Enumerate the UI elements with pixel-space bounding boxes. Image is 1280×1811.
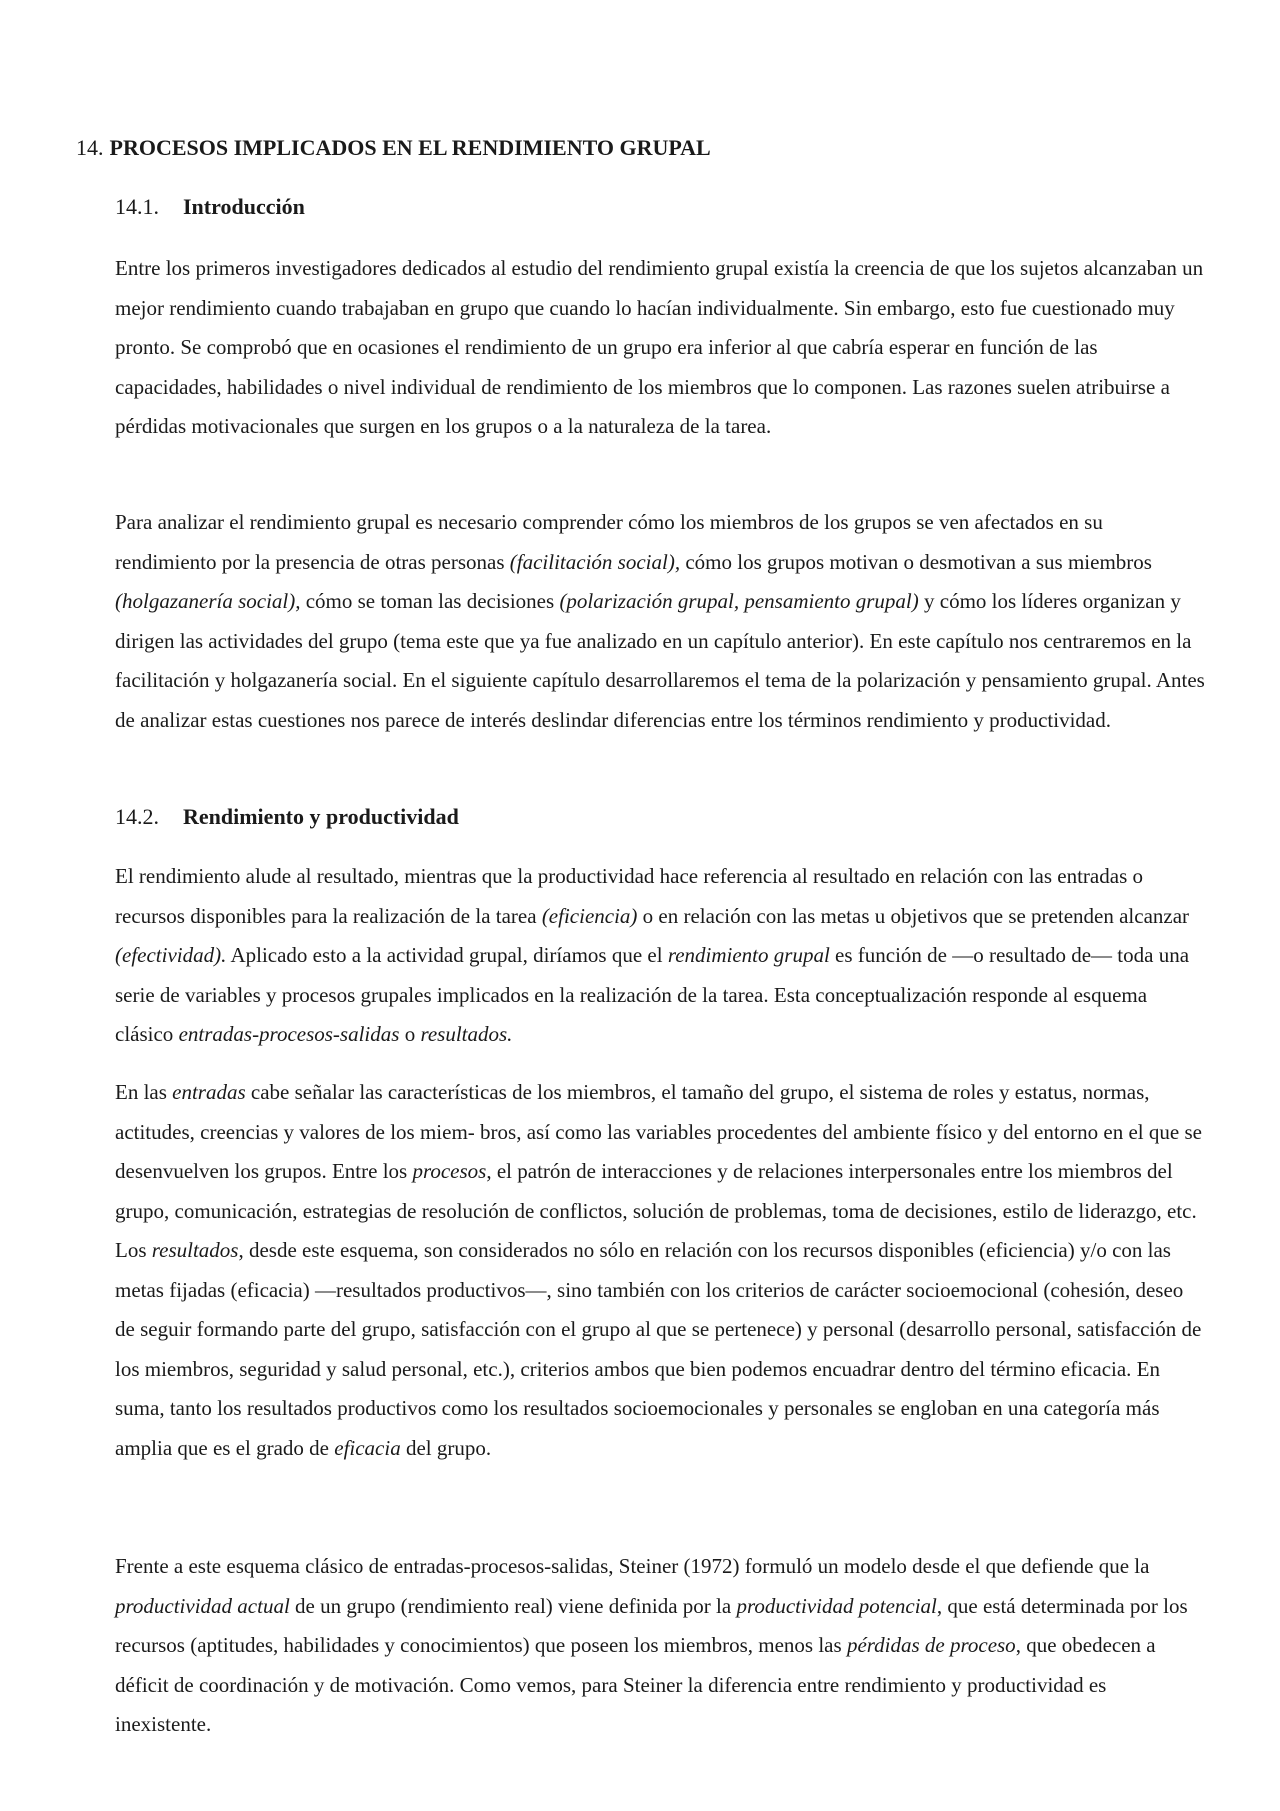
emphasis-resultados: resultados. xyxy=(420,1022,513,1046)
emphasis-efectividad: (efectividad). xyxy=(115,943,227,967)
emphasis-facilitacion: (facilitación social), xyxy=(509,549,681,574)
emphasis-rendimiento-grupal: rendimiento grupal xyxy=(667,943,830,967)
paragraph-text: , el patrón de interacciones y de relaciones interpersonales entre los miembros del grupo, comunicación, estrategias de resolución de conflictos, solución de problemas, toma de decisiones, estilo de liderazgo, etc. Los xyxy=(115,1159,1197,1262)
section-number: 14.2. xyxy=(115,804,159,829)
paragraph-text: o xyxy=(399,1022,421,1046)
paragraph-text: cómo los grupos motivan o desmotivan a sus miembros xyxy=(680,549,1152,574)
emphasis-eficiencia: (eficiencia) xyxy=(541,903,638,928)
section-title: Introducción xyxy=(183,194,305,219)
paragraph-text: del grupo. xyxy=(400,1435,492,1460)
paragraph-rendimiento-2 xyxy=(115,1073,1205,1468)
emphasis-perdidas-de-proceso: pérdidas de proceso xyxy=(846,1633,1016,1657)
paragraph-text: En las xyxy=(115,1080,173,1104)
paragraph-text: Frente a este esquema clásico de entradas-procesos-salidas, Steiner (1972) formuló un modelo desde el que defiende que la xyxy=(115,1554,1150,1578)
paragraph-text: , que obedecen a déficit de coordinación y de motivación. Como vemos, para Steiner la diferencia entre rendimiento y productividad es inexistente. xyxy=(115,1633,1156,1736)
section-heading-introduccion xyxy=(115,192,305,222)
chapter-heading xyxy=(76,133,711,163)
paragraph-text: , que está determinada por los recursos (aptitudes, habilidades y conocimientos) que poseen los miembros, menos las xyxy=(115,1593,1188,1657)
chapter-title: PROCESOS IMPLICADOS EN EL RENDIMIENTO GRUPAL xyxy=(109,135,711,160)
paragraph-text: es función de —o resultado de— toda una serie de variables y procesos grupales implicados en la realización de la tarea. Esta conceptualización responde al esquema clásico xyxy=(115,943,1190,1046)
chapter-number: 14. xyxy=(76,135,104,160)
emphasis-resultados: resultados xyxy=(151,1238,239,1262)
section-number: 14.1. xyxy=(115,194,159,219)
emphasis-entradas-procesos-salidas: entradas-procesos-salidas xyxy=(178,1022,400,1046)
paragraph-text: cómo se toman las decisiones xyxy=(300,589,560,613)
section-heading-rendimiento xyxy=(115,802,459,832)
paragraph-intro-2 xyxy=(115,503,1205,740)
section-title: Rendimiento y productividad xyxy=(183,804,459,829)
paragraph-rendimiento-3 xyxy=(115,1547,1205,1745)
paragraph-text: de un grupo (rendimiento real) viene definida por la xyxy=(289,1593,737,1618)
emphasis-holgazaneria: (holgazanería social), xyxy=(115,589,301,613)
paragraph-text: Entre los primeros investigadores dedicados al estudio del rendimiento grupal existía la creencia de que los sujetos alcanzaban un mejor rendimiento cuando trabajaban en grupo que cuando lo hacían individualmente. Sin embargo, esto fue cuestionado muy pronto. Se comprobó que en ocasiones el rendimiento de un grupo era inferior al que cabría esperar en función de las capacidades, habilidades o nivel individual de rendimiento de los miembros que lo componen. Las razones suelen atribuirse a pérdidas motivacionales que surgen en los grupos o a la naturaleza de la tarea. xyxy=(115,256,1204,438)
paragraph-text: , desde este esquema, son considerados no sólo en relación con los recursos disponibles (eficiencia) y/o con las metas fijadas (eficacia) —resultados productivos—, sino también con los criterios de carácter socioemocional (cohesión, deseo de seguir formando parte del grupo, satisfacción con el grupo al que se pertenece) y personal (desarrollo personal, satisfacción de los miembros, seguridad y salud personal, etc.), criterios ambos que bien podemos encuadrar dentro del término eficacia. En suma, tanto los resultados productivos como los resultados socioemocionales y personales se engloban en una categoría más amplia que es el grado de xyxy=(115,1238,1202,1460)
paragraph-text: Para analizar el rendimiento grupal es necesario comprender cómo los miembros de los grupos se ven afectados en su rendimiento por la presencia de otras personas xyxy=(115,510,1103,574)
emphasis-entradas: entradas xyxy=(172,1080,246,1104)
paragraph-rendimiento-1 xyxy=(115,857,1205,1055)
paragraph-text: Aplicado esto a la actividad grupal, diríamos que el xyxy=(226,943,668,967)
emphasis-eficacia: eficacia xyxy=(334,1435,401,1460)
paragraph-text: cabe señalar las características de los miembros, el tamaño del grupo, el sistema de roles y estatus, normas, actitudes, creencias y valores de los miem- bros, así como las variables procedentes del ambiente físico y del entorno en el que se desenvuelven los grupos. Entre los xyxy=(115,1080,1202,1183)
emphasis-productividad-actual: productividad actual xyxy=(115,1593,290,1618)
emphasis-procesos: procesos xyxy=(412,1159,487,1183)
paragraph-text: El rendimiento alude al resultado, mientras que la productividad hace referencia al resultado en relación con las entradas o recursos disponibles para la realización de la tarea xyxy=(115,864,1143,928)
paragraph-text: o en relación con las metas u objetivos que se pretenden alcanzar xyxy=(637,903,1190,928)
paragraph-intro-1 xyxy=(115,249,1205,447)
emphasis-productividad-potencial: productividad potencial xyxy=(736,1593,937,1618)
paragraph-text: y cómo los líderes organizan y dirigen las actividades del grupo (tema este que ya fue analizado en un capítulo anterior). En este capítulo nos centraremos en la facilitación y holgazanería social. En el siguiente capítulo desarrollaremos el tema de la polarización y pensamiento grupal. Antes de analizar estas cuestiones nos parece de interés deslindar diferencias entre los términos rendimiento y productividad. xyxy=(115,589,1205,732)
emphasis-polarizacion: (polarización grupal, pensamiento grupal) xyxy=(559,589,919,613)
